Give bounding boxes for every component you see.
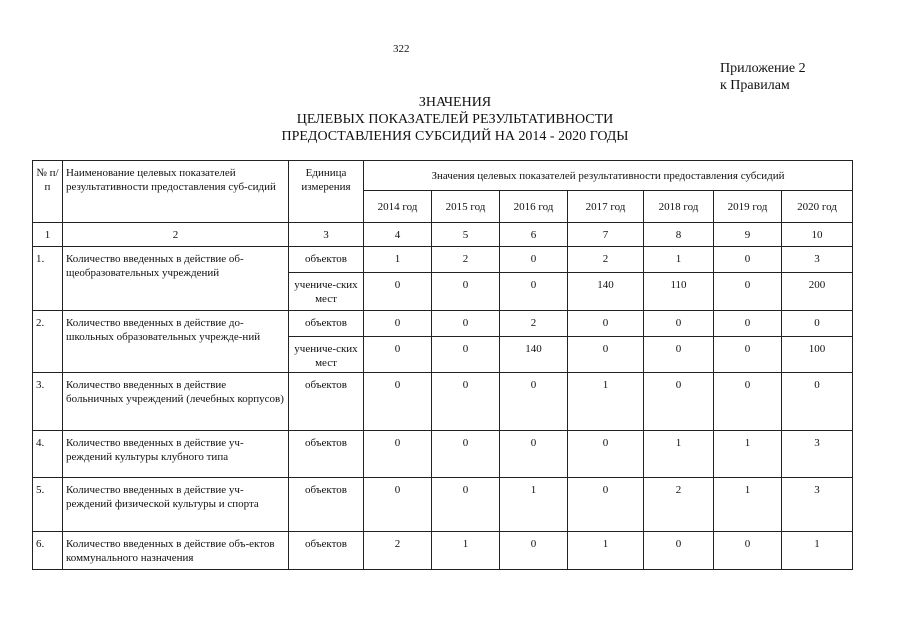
appendix-line-1: Приложение 2 bbox=[720, 61, 806, 76]
value-cell: 200 bbox=[782, 273, 853, 311]
header-row-1 bbox=[33, 161, 853, 191]
indicator-name: Количество введенных в действие больничных учреждений (лечебных корпусов) bbox=[63, 373, 289, 431]
value-cell: 0 bbox=[714, 337, 782, 373]
unit-cell: учениче-ских мест bbox=[289, 337, 364, 373]
appendix-label bbox=[720, 60, 806, 94]
row-number: 5. bbox=[33, 478, 63, 532]
value-cell: 1 bbox=[714, 431, 782, 478]
indicator-name: Количество введенных в действие до-школьных образовательных учрежде-ний bbox=[63, 311, 289, 373]
value-cell: 0 bbox=[500, 373, 568, 431]
value-cell: 1 bbox=[500, 478, 568, 532]
row-number: 2. bbox=[33, 311, 63, 373]
column-number: 1 bbox=[33, 223, 63, 247]
value-cell: 0 bbox=[500, 273, 568, 311]
header-year: 2019 год bbox=[714, 191, 782, 223]
value-cell: 0 bbox=[364, 373, 432, 431]
value-cell: 0 bbox=[714, 532, 782, 570]
header-name: Наименование целевых показателей результативности предоставления суб-сидий bbox=[63, 161, 289, 223]
appendix-line-2: к Правилам bbox=[720, 78, 790, 93]
value-cell: 0 bbox=[432, 373, 500, 431]
value-cell: 0 bbox=[644, 337, 714, 373]
value-cell: 1 bbox=[432, 532, 500, 570]
value-cell: 100 bbox=[782, 337, 853, 373]
header-year: 2016 год bbox=[500, 191, 568, 223]
indicator-name: Количество введенных в действие об-щеобразовательных учреждений bbox=[63, 247, 289, 311]
value-cell: 2 bbox=[432, 247, 500, 273]
row-number: 4. bbox=[33, 431, 63, 478]
title-line-3: ПРЕДОСТАВЛЕНИЯ СУБСИДИЙ НА 2014 - 2020 ГОДЫ bbox=[281, 129, 629, 144]
value-cell: 140 bbox=[500, 337, 568, 373]
header-values: Значения целевых показателей результативности предоставления субсидий bbox=[364, 161, 853, 191]
table-row bbox=[33, 532, 853, 570]
unit-cell: учениче-ских мест bbox=[289, 273, 364, 311]
value-cell: 1 bbox=[644, 247, 714, 273]
value-cell: 0 bbox=[364, 431, 432, 478]
value-cell: 0 bbox=[714, 273, 782, 311]
indicator-name: Количество введенных в действие уч-реждений культуры клубного типа bbox=[63, 431, 289, 478]
value-cell: 110 bbox=[644, 273, 714, 311]
value-cell: 1 bbox=[644, 431, 714, 478]
value-cell: 1 bbox=[782, 532, 853, 570]
title-line-2: ЦЕЛЕВЫХ ПОКАЗАТЕЛЕЙ РЕЗУЛЬТАТИВНОСТИ bbox=[296, 112, 614, 127]
unit-cell: объектов bbox=[289, 311, 364, 337]
value-cell: 1 bbox=[568, 373, 644, 431]
column-number: 6 bbox=[500, 223, 568, 247]
value-cell: 0 bbox=[568, 337, 644, 373]
value-cell: 0 bbox=[432, 311, 500, 337]
column-number-row bbox=[33, 223, 853, 247]
header-unit: Единица измерения bbox=[289, 161, 364, 223]
value-cell: 3 bbox=[782, 247, 853, 273]
value-cell: 0 bbox=[568, 478, 644, 532]
indicator-name: Количество введенных в действие уч-реждений физической культуры и спорта bbox=[63, 478, 289, 532]
page-number: 322 bbox=[393, 43, 410, 55]
value-cell: 2 bbox=[364, 532, 432, 570]
table-row bbox=[33, 431, 853, 478]
document-title bbox=[240, 94, 670, 145]
header-year: 2015 год bbox=[432, 191, 500, 223]
value-cell: 0 bbox=[644, 532, 714, 570]
header-year: 2020 год bbox=[782, 191, 853, 223]
column-number: 7 bbox=[568, 223, 644, 247]
value-cell: 0 bbox=[644, 373, 714, 431]
value-cell: 0 bbox=[364, 337, 432, 373]
value-cell: 0 bbox=[432, 337, 500, 373]
value-cell: 0 bbox=[568, 311, 644, 337]
value-cell: 0 bbox=[782, 373, 853, 431]
value-cell: 1 bbox=[364, 247, 432, 273]
value-cell: 0 bbox=[782, 311, 853, 337]
value-cell: 2 bbox=[644, 478, 714, 532]
value-cell: 2 bbox=[568, 247, 644, 273]
table-row bbox=[33, 247, 853, 273]
column-number: 5 bbox=[432, 223, 500, 247]
value-cell: 0 bbox=[364, 311, 432, 337]
row-number: 6. bbox=[33, 532, 63, 570]
value-cell: 0 bbox=[714, 373, 782, 431]
value-cell: 0 bbox=[644, 311, 714, 337]
value-cell: 0 bbox=[364, 273, 432, 311]
value-cell: 3 bbox=[782, 431, 853, 478]
indicators-table bbox=[32, 160, 853, 570]
value-cell: 0 bbox=[432, 273, 500, 311]
column-number: 10 bbox=[782, 223, 853, 247]
value-cell: 1 bbox=[714, 478, 782, 532]
unit-cell: объектов bbox=[289, 373, 364, 431]
header-year: 2018 год bbox=[644, 191, 714, 223]
unit-cell: объектов bbox=[289, 431, 364, 478]
value-cell: 0 bbox=[500, 532, 568, 570]
value-cell: 0 bbox=[432, 478, 500, 532]
value-cell: 3 bbox=[782, 478, 853, 532]
column-number: 3 bbox=[289, 223, 364, 247]
unit-cell: объектов bbox=[289, 247, 364, 273]
column-number: 9 bbox=[714, 223, 782, 247]
value-cell: 2 bbox=[500, 311, 568, 337]
value-cell: 0 bbox=[714, 247, 782, 273]
row-number: 3. bbox=[33, 373, 63, 431]
value-cell: 0 bbox=[500, 431, 568, 478]
header-num: № п/п bbox=[33, 161, 63, 223]
unit-cell: объектов bbox=[289, 532, 364, 570]
value-cell: 0 bbox=[714, 311, 782, 337]
table-row bbox=[33, 373, 853, 431]
column-number: 8 bbox=[644, 223, 714, 247]
value-cell: 0 bbox=[432, 431, 500, 478]
table-row bbox=[33, 478, 853, 532]
column-number: 2 bbox=[63, 223, 289, 247]
header-year: 2017 год bbox=[568, 191, 644, 223]
column-number: 4 bbox=[364, 223, 432, 247]
value-cell: 0 bbox=[500, 247, 568, 273]
value-cell: 1 bbox=[568, 532, 644, 570]
header-year: 2014 год bbox=[364, 191, 432, 223]
table-row bbox=[33, 311, 853, 337]
value-cell: 0 bbox=[568, 431, 644, 478]
indicator-name: Количество введенных в действие объ-ектов коммунального назначения bbox=[63, 532, 289, 570]
unit-cell: объектов bbox=[289, 478, 364, 532]
title-line-1: ЗНАЧЕНИЯ bbox=[418, 95, 492, 110]
row-number: 1. bbox=[33, 247, 63, 311]
value-cell: 140 bbox=[568, 273, 644, 311]
value-cell: 0 bbox=[364, 478, 432, 532]
